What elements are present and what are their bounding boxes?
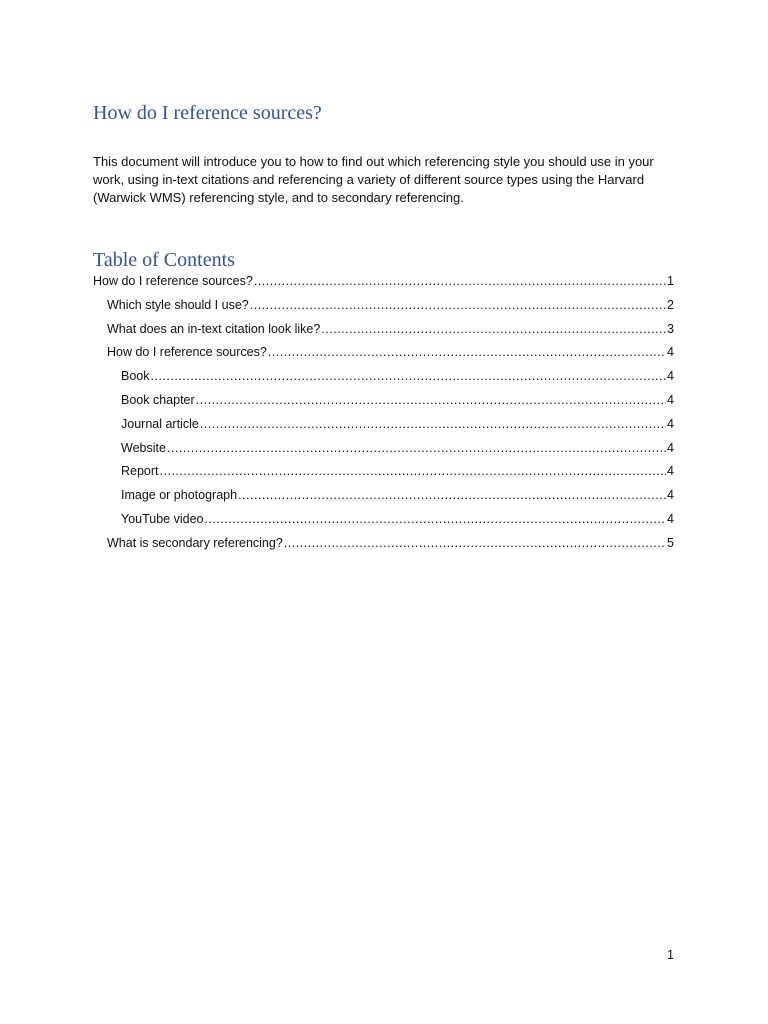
toc-entry-label: Book <box>121 369 150 384</box>
toc-leader-dots <box>254 272 666 290</box>
document-title: How do I reference sources? <box>93 102 322 124</box>
toc-entry[interactable] <box>93 510 674 534</box>
intro-line: This document will introduce you to how to find out which referencing style you should use in your <box>93 154 654 169</box>
toc-entry-label: Website <box>121 440 166 455</box>
toc-entry[interactable] <box>93 462 674 486</box>
toc-entry[interactable] <box>93 343 674 367</box>
toc-entry-label: Which style should I use? <box>107 297 249 312</box>
toc-entry-page: 1 <box>667 274 674 288</box>
toc-leader-dots <box>238 486 666 504</box>
toc-entry-page: 4 <box>667 345 674 360</box>
toc-entry-page: 4 <box>667 464 674 479</box>
toc-entry-label: Report <box>121 464 159 479</box>
toc-leader-dots <box>167 439 666 457</box>
toc-leader-dots <box>151 367 667 385</box>
toc-entry[interactable] <box>93 296 674 320</box>
toc-leader-dots <box>196 391 666 409</box>
toc-leader-dots <box>268 343 666 361</box>
toc-entry-label: Image or photograph <box>121 488 238 503</box>
toc-entry-page: 4 <box>667 440 674 455</box>
toc-entry[interactable] <box>93 272 674 296</box>
toc-entry-label: What does an in-text citation look like? <box>107 321 321 336</box>
toc-entry-label: Journal article <box>121 416 199 431</box>
toc-leader-dots <box>250 296 666 314</box>
toc-heading: Table of Contents <box>93 249 235 271</box>
toc-entry-label: How do I reference sources? <box>93 274 253 288</box>
toc-entry-page: 4 <box>667 392 674 407</box>
toc-leader-dots <box>204 510 666 528</box>
toc-entry[interactable] <box>93 534 674 558</box>
toc-entry-page: 4 <box>667 488 674 503</box>
page-number: 1 <box>667 948 674 962</box>
intro-paragraph <box>93 153 678 207</box>
intro-line: (Warwick WMS) referencing style, and to secondary referencing. <box>93 190 464 205</box>
toc-entry[interactable] <box>93 391 674 415</box>
toc-entry-page: 3 <box>667 321 674 336</box>
toc-entry-page: 5 <box>667 535 674 550</box>
toc-entry-label: How do I reference sources? <box>107 345 267 360</box>
toc-entry-label: YouTube video <box>121 511 204 526</box>
toc-entry-label: Book chapter <box>121 392 195 407</box>
toc-entry[interactable] <box>93 439 674 463</box>
toc-entry[interactable] <box>93 367 674 391</box>
toc-leader-dots <box>160 462 667 480</box>
toc-leader-dots <box>200 415 666 433</box>
toc-entry-label: What is secondary referencing? <box>107 535 283 550</box>
toc-entry[interactable] <box>93 486 674 510</box>
toc-entry-page: 4 <box>667 416 674 431</box>
toc-leader-dots <box>284 534 666 552</box>
toc-entry[interactable] <box>93 320 674 344</box>
toc-entry-page: 2 <box>667 297 674 312</box>
table-of-contents <box>93 272 674 558</box>
toc-leader-dots <box>321 320 666 338</box>
toc-entry[interactable] <box>93 415 674 439</box>
toc-entry-page: 4 <box>667 369 674 384</box>
toc-entry-page: 4 <box>667 511 674 526</box>
intro-line: work, using in-text citations and referencing a variety of different source types using the Harvard <box>93 172 645 187</box>
